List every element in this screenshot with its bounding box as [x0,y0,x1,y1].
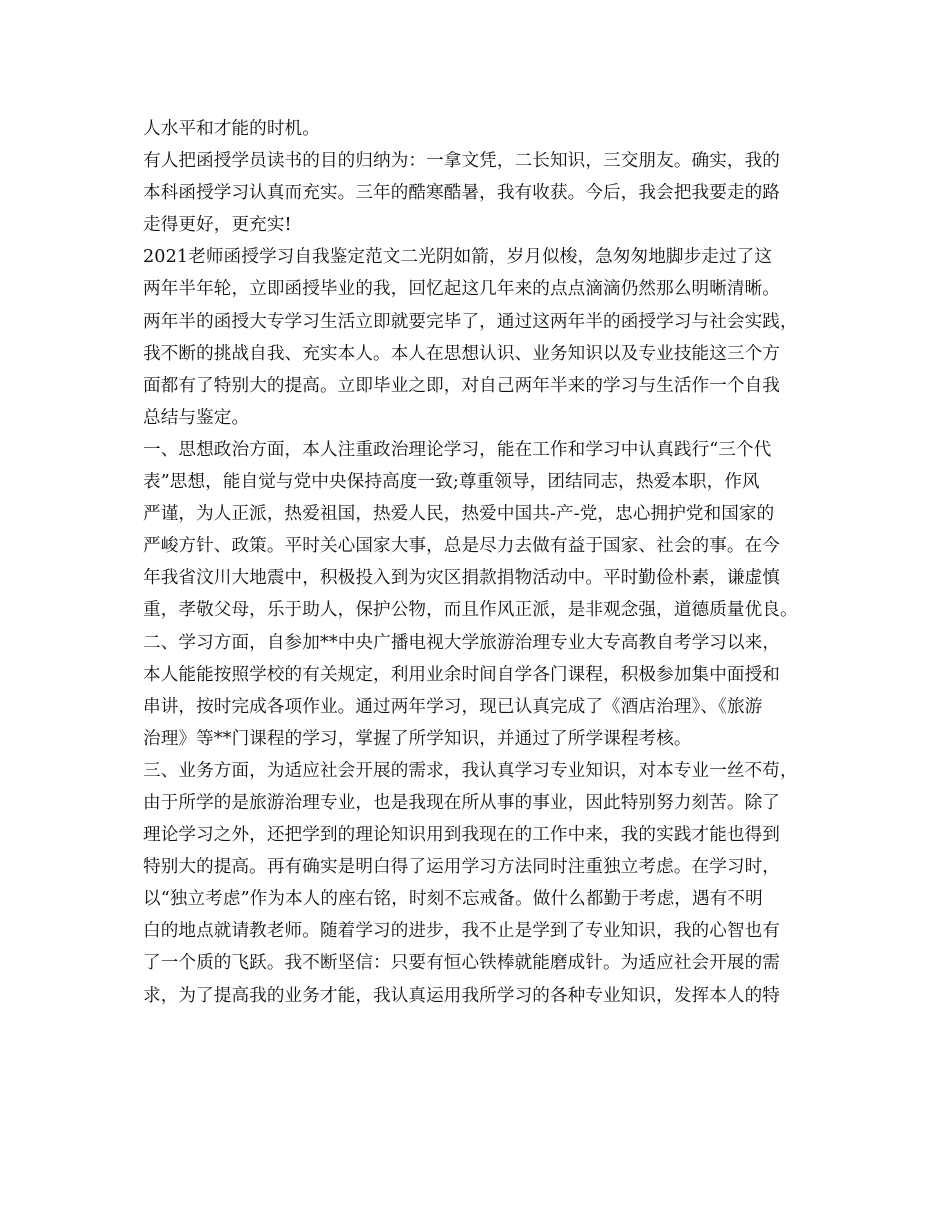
text-line: 面都有了特别大的提高。立即毕业之即，对自己两年半来的学习与生活作一个自我 [143,375,780,396]
text-line: 求，为了提高我的业务才能，我认真运用我所学习的各种专业知识，发挥本人的特 [143,985,780,1006]
text-line: 表”思想，能自觉与党中央保持高度一致;尊重领导，团结同志，热爱本职，作风 [143,472,760,493]
text-line: 二、学习方面，自参加**中央广播电视大学旅游治理专业大专高教自考学习以来， [143,632,781,653]
text-line: 两年半年轮，立即函授毕业的我，回忆起这几年来的点点滴滴仍然那么明晰清晰。 [143,279,780,300]
text-line: 严谨，为人正派，热爱祖国，热爱人民，热爱中国共-产-党，忠心拥护党和国家的 [143,504,775,525]
text-line: 特别大的提高。再有确实是明白得了运用学习方法同时注重独立考虑。在学习时， [143,857,780,878]
text-line: 年我省汶川大地震中，积极投入到为灾区捐款捐物活动中。平时勤俭朴素，谦虚慎 [143,568,780,589]
text-line: 以“独立考虑”作为本人的座右铭，时刻不忘戒备。做什么都勤于考虑，遇有不明 [143,889,763,910]
text-line: 人水平和才能的时机。 [143,119,320,139]
text-line: 了一个质的飞跃。我不断坚信：只要有恒心铁棒就能磨成针。为适应社会开展的需 [143,953,780,974]
text-line: 一、思想政治方面，本人注重政治理论学习，能在工作和学习中认真践行“三个代 [143,439,772,460]
text-line: 总结与鉴定。 [143,407,250,428]
text-line: 本科函授学习认真而充实。三年的酷寒酷暑，我有收获。今后，我会把我要走的路 [143,183,780,204]
text-line: 三、业务方面，为适应社会开展的需求，我认真学习专业知识，对本专业一丝不苟， [143,760,798,781]
text-line: 2021老师函授学习自我鉴定范文二光阴如箭，岁月似梭，急匆匆地脚步走过了这 [143,247,773,268]
text-line: 串讲，按时完成各项作业。通过两年学习，现已认真完成了《酒店治理》、《旅游 [143,696,763,717]
text-line: 理论学习之外，还把学到的理论知识用到我现在的工作中来，我的实践才能也得到 [143,825,780,846]
text-line: 治理》等**门课程的学习，掌握了所学知识，并通过了所学课程考核。 [143,728,692,749]
document-body [143,113,823,1012]
text-line: 白的地点就请教老师。随着学习的进步，我不止是学到了专业知识，我的心智也有 [143,921,780,942]
text-line: 两年半的函授大专学习生活立即就要完毕了，通过这两年半的函授学习与社会实践， [143,311,798,332]
text-line: 严峻方针、政策。平时关心国家大事，总是尽力去做有益于国家、社会的事。在今 [143,536,780,557]
text-line: 我不断的挑战自我、充实本人。本人在思想认识、业务知识以及专业技能这三个方 [143,343,780,364]
text-line: 有人把函授学员读书的目的归纳为：一拿文凭，二长知识，三交朋友。确实，我的 [143,151,780,172]
text-line: 本人能能按照学校的有关规定，利用业余时间自学各门课程，积极参加集中面授和 [143,664,780,685]
text-line: 走得更好，更充实! [143,215,292,236]
text-line: 重，孝敬父母，乐于助人，保护公物，而且作风正派，是非观念强，道德质量优良。 [143,600,798,621]
text-line: 由于所学的是旅游治理专业，也是我现在所从事的事业，因此特别努力刻苦。除了 [143,792,780,813]
